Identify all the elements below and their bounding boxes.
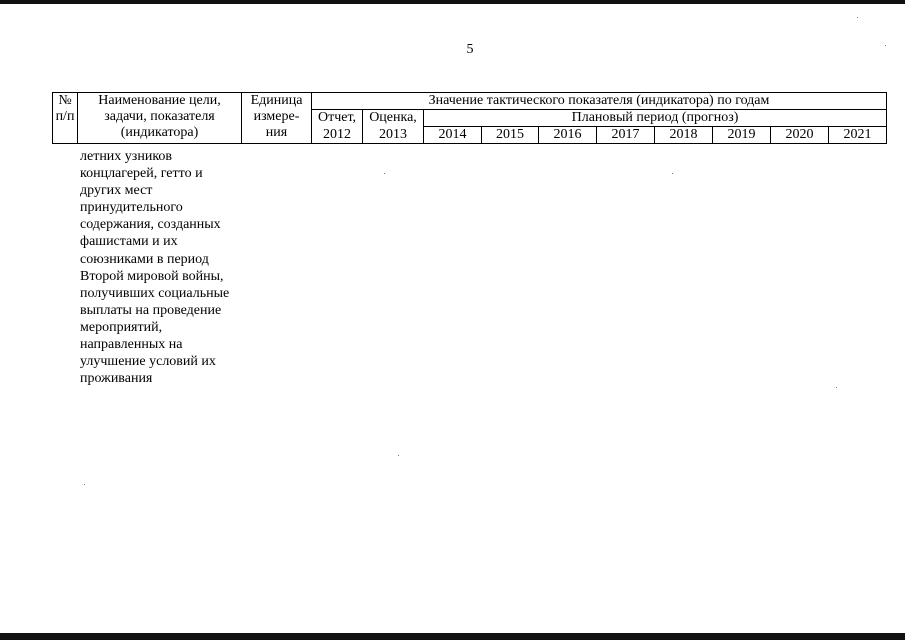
scan-speck [857,17,858,18]
header-plan-year: 2019 [713,127,771,144]
header-cell-unit [242,93,312,144]
header-unit-line2: измере- [253,109,300,124]
page-number: 5 [466,42,474,57]
header-plan-year: 2017 [597,127,655,144]
header-cell-number [53,93,78,144]
scan-edge-bottom [0,633,905,640]
header-name-line3: (индикатора) [120,125,199,140]
header-report-label: Отчет, [312,110,363,127]
scan-edge-top [0,0,905,4]
header-estimate-year: 2013 [363,127,424,144]
header-plan-year: 2020 [771,127,829,144]
scan-speck [398,455,399,456]
header-plan-group: Плановый период (прогноз) [424,110,887,127]
header-name-line2: задачи, показателя [104,109,215,124]
header-estimate-label: Оценка, [363,110,424,127]
header-unit-line3: ния [265,125,288,140]
header-cell-name [78,93,242,144]
header-plan-year: 2016 [539,127,597,144]
header-report-year: 2012 [312,127,363,144]
header-value-group: Значение тактического показателя (индикатора) по годам [312,93,887,110]
header-plan-year: 2014 [424,127,482,144]
scan-speck [672,173,673,174]
scan-speck [836,387,837,388]
scan-speck [84,484,85,485]
scan-speck [885,45,886,46]
header-number-line2: п/п [55,109,75,124]
indicator-table [52,92,887,144]
header-plan-year: 2015 [482,127,539,144]
header-number-line1: № [58,93,72,108]
header-name-line1: Наименование цели, [98,93,221,108]
header-unit-line1: Единица [250,93,303,108]
indicator-name-text: летних узников концлагерей, гетто и других мест принудительного содержания, созданных фашистами и их союзниками в период Второй мировой войны, получивших социальные выплаты на проведение мероприятий, направленных на улучшение условий их проживания [80,149,230,387]
scan-speck [384,173,385,174]
header-plan-year: 2018 [655,127,713,144]
header-plan-year: 2021 [829,127,887,144]
